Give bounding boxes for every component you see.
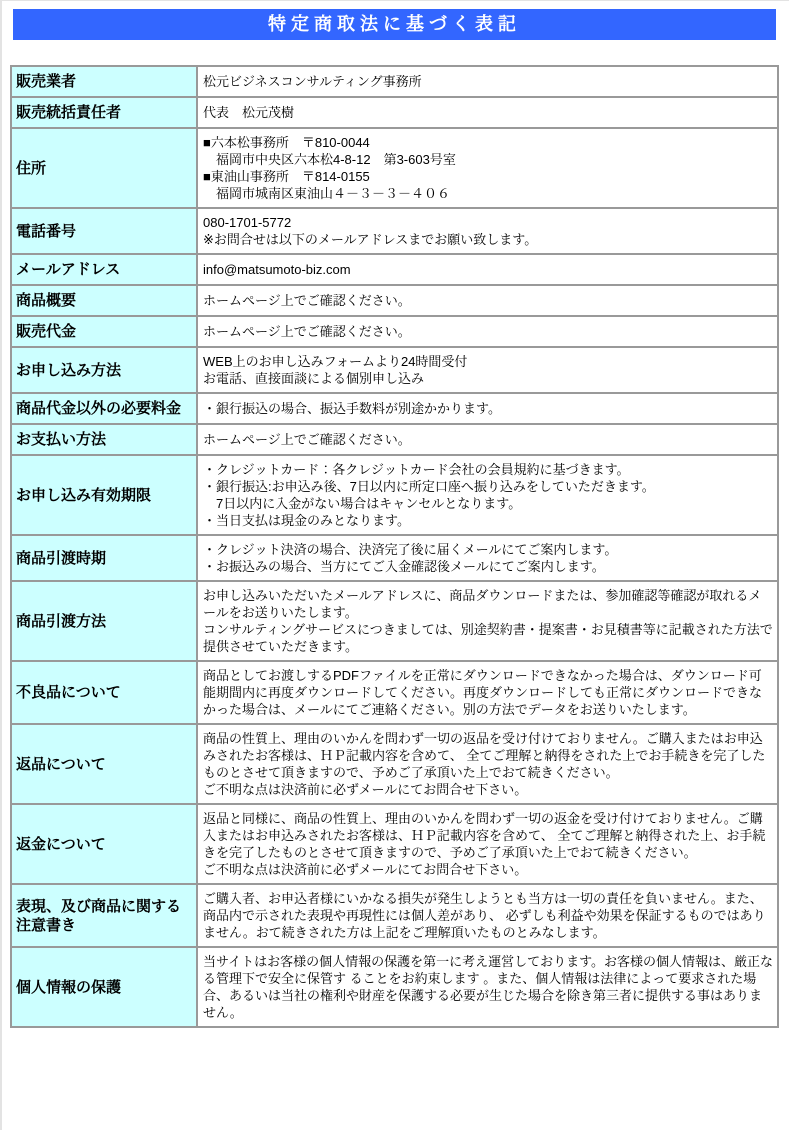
disclosure-table-body (11, 66, 778, 1027)
row-content (197, 285, 778, 316)
row-label: 返品について (11, 724, 197, 804)
row-content (197, 884, 778, 947)
table-row (11, 393, 778, 424)
content-line: ご購入者、お申込者様にいかなる損失が発生しようとも当方は一切の責任を負いません。また、商品内で示された表現や再現性には個人差があり、 必ずしも利益や効果を保証するものではありません。おて続きされた方は上記をご理解頂いたものとみなします。 (203, 891, 766, 940)
content-line: 商品の性質上、理由のいかんを問わず一切の返品を受け付けておりません。ご購入またはお申込みされたお客様は、ＨＰ記載内容を含めて、 全てご理解と納得をされた上でお手続きを完了したものとさせて頂きますので、予めご了承頂いた上でおて続きください。 (203, 731, 766, 780)
content-line: 当サイトはお客様の個人情報の保護を第一に考え運営しております。お客様の個人情報は、厳正なる管理下で安全に保管す ることをお約束します 。また、個人情報は法律によって要求された場合、あるいは当社の権利や財産を保護する必要が生じた場合を除き第三者に提供する事はありません。 (203, 954, 774, 1020)
row-content (197, 128, 778, 208)
table-row (11, 804, 778, 884)
row-content (197, 97, 778, 128)
row-content (197, 661, 778, 724)
content-line: ■六本松事務所 〒810-0044 (203, 135, 370, 150)
content-line: ご不明な点は決済前に必ずメールにてお問合せ下さい。 (203, 782, 528, 797)
table-row (11, 97, 778, 128)
content-line: お電話、直接面談による個別申し込み (203, 371, 425, 386)
row-content (197, 947, 778, 1027)
row-content (197, 535, 778, 581)
content-line: ホームページ上でご確認ください。 (203, 432, 411, 447)
row-label: 個人情報の保護 (11, 947, 197, 1027)
content-line: 代表 松元茂樹 (203, 105, 295, 120)
page-title: 特定商取法に基づく表記 (13, 9, 776, 40)
row-label: 販売業者 (11, 66, 197, 97)
content-line: 返品と同様に、商品の性質上、理由のいかんを問わず一切の返金を受け付けておりません。ご購入またはお申込みされたお客様は、ＨＰ記載内容を含めて、 全てご理解と納得された上、お手続きを完了したものとさせて頂きますので、予めご了承頂いた上でおて続きください。 (203, 811, 766, 860)
row-label: 住所 (11, 128, 197, 208)
table-row (11, 254, 778, 285)
row-content (197, 804, 778, 884)
row-content (197, 724, 778, 804)
disclosure-table (10, 65, 779, 1028)
row-label: 返金について (11, 804, 197, 884)
content-line: ・クレジットカード：各クレジットカード会社の会員規約に基づきます。 (203, 462, 630, 477)
content-line: ■東油山事務所 〒814-0155 (203, 169, 370, 184)
content-line: ホームページ上でご確認ください。 (203, 293, 411, 308)
table-row (11, 724, 778, 804)
content-line: info@matsumoto-biz.com (203, 262, 351, 277)
row-content (197, 424, 778, 455)
row-label: 商品概要 (11, 285, 197, 316)
row-label: お申し込み有効期限 (11, 455, 197, 535)
table-row (11, 347, 778, 393)
row-label: 商品引渡方法 (11, 581, 197, 661)
table-row (11, 884, 778, 947)
row-label: 販売代金 (11, 316, 197, 347)
content-line: ・クレジット決済の場合、決済完了後に届くメールにてご案内します。 (203, 542, 618, 557)
row-content (197, 254, 778, 285)
row-label: 販売統括責任者 (11, 97, 197, 128)
table-row (11, 128, 778, 208)
row-label: お支払い方法 (11, 424, 197, 455)
content-line: ・お振込みの場合、当方にてご入金確認後メールにてご案内します。 (203, 559, 605, 574)
row-label: 表現、及び商品に関する注意書き (11, 884, 197, 947)
table-row (11, 66, 778, 97)
content-line: 福岡市中央区六本松4-8-12 第3-603号室 (203, 152, 456, 167)
row-content (197, 316, 778, 347)
table-row (11, 947, 778, 1027)
table-row (11, 424, 778, 455)
content-line: ご不明な点は決済前に必ずメールにてお問合せ下さい。 (203, 862, 528, 877)
content-line: ・当日支払は現金のみとなります。 (203, 513, 410, 528)
table-row (11, 316, 778, 347)
content-line: 福岡市城南区東油山４－３－３－４０６ (203, 186, 451, 201)
content-line: お申し込みいただいたメールアドレスに、商品ダウンロードまたは、参加確認等確認が取れるメールをお送りいたします。 (203, 588, 762, 620)
row-label: メールアドレス (11, 254, 197, 285)
content-line: ・銀行振込:お申込み後、7日以内に所定口座へ振り込みをしていただきます。 (203, 479, 655, 494)
table-row (11, 581, 778, 661)
content-line: ・銀行振込の場合、振込手数料が別途かかります。 (203, 401, 501, 416)
row-content (197, 347, 778, 393)
content-line: 商品としてお渡しするPDFファイルを正常にダウンロードできなかった場合は、ダウンロード可能期間内に再度ダウンロードしてください。再度ダウンロードしても正常にダウンロードできなかった場合は、メールにてご連絡ください。別の方法でデータをお送りいたします。 (203, 668, 763, 717)
row-content (197, 393, 778, 424)
table-row (11, 455, 778, 535)
row-content (197, 208, 778, 254)
row-label: 電話番号 (11, 208, 197, 254)
content-line: 松元ビジネスコンサルティング事務所 (203, 74, 422, 89)
content-line: WEB上のお申し込みフォームより24時間受付 (203, 354, 468, 369)
table-row (11, 661, 778, 724)
content-line: 080-1701-5772 (203, 215, 292, 230)
row-label: 商品引渡時期 (11, 535, 197, 581)
content-line: コンサルティングサービスにつきましては、別途契約書・提案書・お見積書等に記載された方法で提供させていただきます。 (203, 622, 773, 654)
content-line: ※お問合せは以下のメールアドレスまでお願い致します。 (203, 232, 538, 247)
content-line: 7日以内に入金がない場合はキャンセルとなります。 (203, 496, 522, 511)
table-row (11, 285, 778, 316)
row-label: 不良品について (11, 661, 197, 724)
row-label: 商品代金以外の必要料金 (11, 393, 197, 424)
content-line: ホームページ上でご確認ください。 (203, 324, 411, 339)
row-content (197, 455, 778, 535)
row-content (197, 66, 778, 97)
row-content (197, 581, 778, 661)
table-row (11, 535, 778, 581)
row-label: お申し込み方法 (11, 347, 197, 393)
table-row (11, 208, 778, 254)
